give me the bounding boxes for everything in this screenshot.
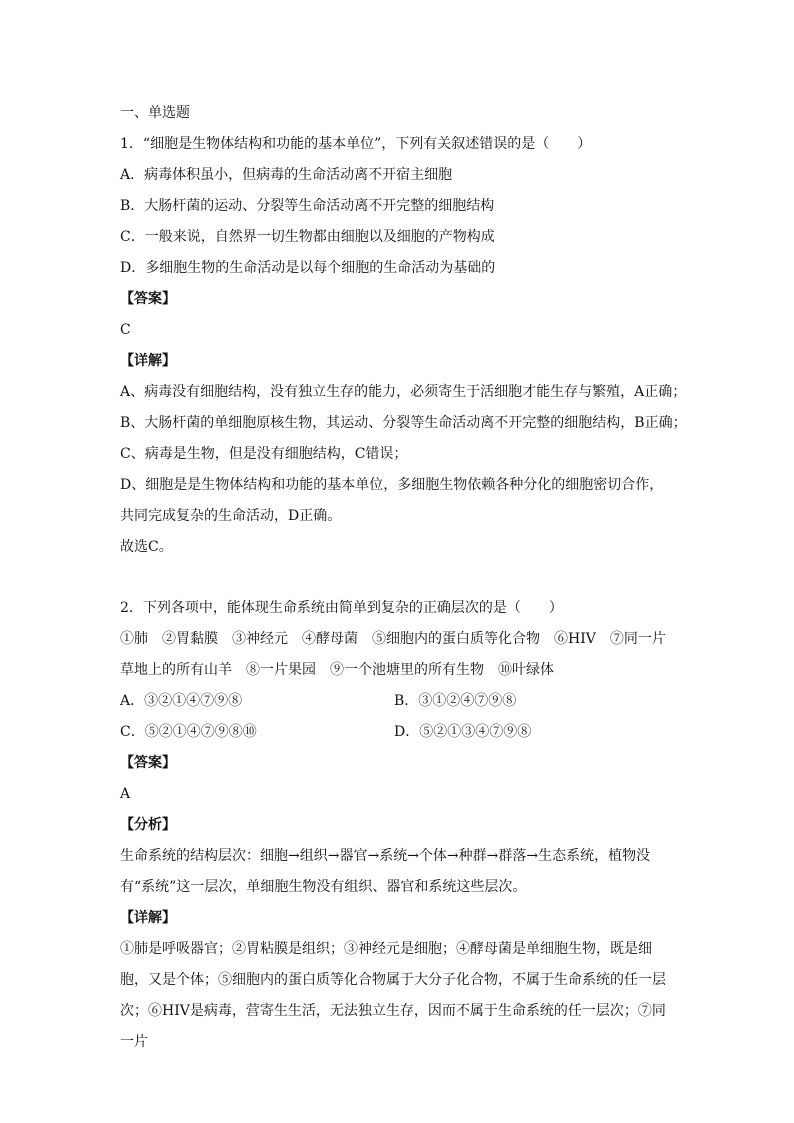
- q2-option-c: C．⑤②①④⑦⑨⑧⑩: [120, 724, 257, 740]
- q1-option-a: A．病毒体积虽小，但病毒的生命活动离不开宿主细胞: [120, 167, 453, 183]
- q2-detail-label: 【详解】: [120, 910, 176, 926]
- q2-answer-label: 【答案】: [120, 755, 176, 771]
- q1-answer-label: 【答案】: [120, 291, 176, 307]
- q1-option-b: B．大肠杆菌的运动、分裂等生命活动离不开完整的细胞结构: [120, 198, 495, 214]
- q2-detail: ①肺是呼吸器官；②胃粘膜是组织；③神经元是细胞；④酵母菌是单细胞生物，既是细胞，又是个体；⑤细胞内的蛋白质等化合物属于大分子化合物，不属于生命系统的任一层次；⑥HIV是病毒，营寄生生活，无法独立生存，因而不属于生命系统的任一层次；⑦同一片: [120, 941, 666, 1050]
- q2-option-a: A．③②①④⑦⑨⑧: [120, 693, 243, 709]
- q2-options-row-2: [120, 717, 674, 748]
- q1-stem: 1．“细胞是生物体结构和功能的基本单位”，下列有关叙述错误的是（ ）: [120, 136, 592, 152]
- q2-analysis: 生命系统的结构层次：细胞→组织→器官→系统→个体→种群→群落→生态系统，植物没有“系统”这一层次，单细胞生物没有组织、器官和系统这些层次。: [120, 848, 651, 895]
- q2-option-d: D．⑤②①③④⑦⑨⑧: [394, 724, 532, 740]
- q1-detail-c: C、病毒是生物，但是没有细胞结构，C错误；: [120, 446, 408, 462]
- q2-analysis-label: 【分析】: [120, 817, 176, 833]
- q2-answer: A: [120, 786, 131, 802]
- q1-detail-b: B、大肠杆菌的单细胞原核生物，其运动、分裂等生命活动离不开完整的细胞结构，B正确；: [120, 415, 687, 431]
- question-spacer: [120, 563, 674, 593]
- q2-options-row-1: [120, 686, 674, 717]
- q1-detail-a: A、病毒没有细胞结构，没有独立生存的能力，必须寄生于活细胞才能生存与繁殖，A正确；: [120, 384, 687, 400]
- q2-option-b: B．③①②④⑦⑨⑧: [394, 693, 517, 709]
- q2-stem: 2．下列各项中，能体现生命系统由简单到复杂的正确层次的是（ ）: [120, 600, 563, 616]
- q2-items: ①肺 ②胃黏膜 ③神经元 ④酵母菌 ⑤细胞内的蛋白质等化合物 ⑥HIV ⑦同一片草地上的所有山羊 ⑧一片果园 ⑨一个池塘里的所有生物 ⑩叶绿体: [120, 631, 666, 678]
- q1-detail-d: D、细胞是是生物体结构和功能的基本单位，多细胞生物依赖各种分化的细胞密切合作，共同完成复杂的生命活动，D正确。: [120, 477, 664, 524]
- q1-option-c: C．一般来说，自然界一切生物都由细胞以及细胞的产物构成: [120, 229, 495, 245]
- q1-conclusion: 故选C。: [120, 539, 173, 555]
- q1-answer: C: [120, 322, 131, 338]
- section-title: 一、单选题: [120, 105, 190, 121]
- q1-detail-label: 【详解】: [120, 353, 176, 369]
- q1-option-d: D．多细胞生物的生命活动是以每个细胞的生命活动为基础的: [120, 260, 496, 276]
